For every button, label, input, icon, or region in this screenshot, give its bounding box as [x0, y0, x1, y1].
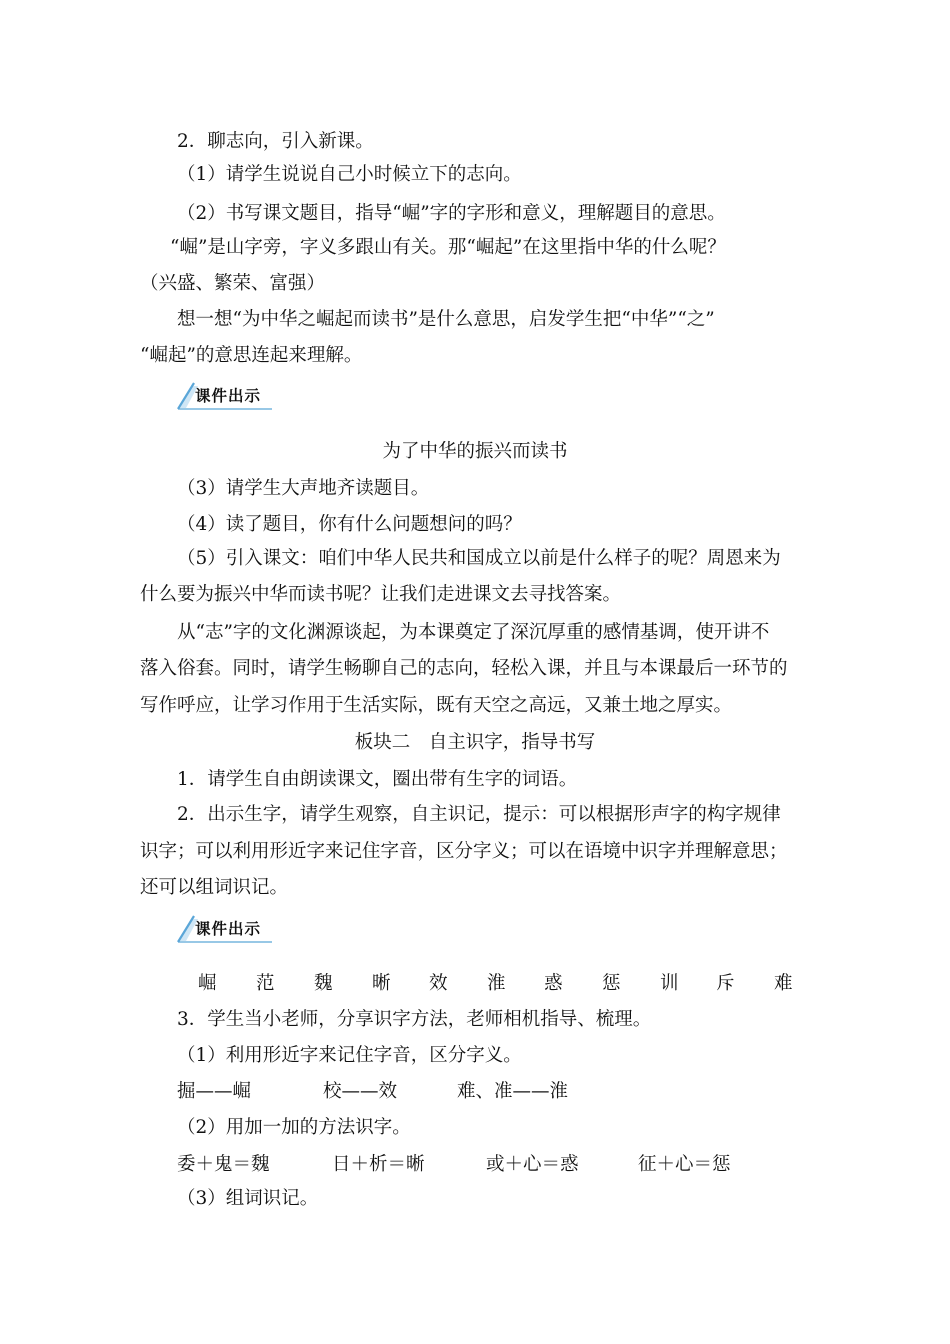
new-char: 晰 — [372, 973, 391, 994]
paragraph: 2．聊志向，引入新课。 — [177, 131, 374, 152]
paragraph: 从“志”字的文化渊源谈起，为本课奠定了深沉厚重的感情基调，使开讲不 — [177, 622, 770, 643]
courseware-badge — [176, 914, 286, 944]
new-char: 难 — [774, 973, 793, 994]
paragraph: （2）用加一加的方法识字。 — [177, 1117, 411, 1138]
badge-label: 课件出示 — [195, 920, 262, 938]
paragraph: 1．请学生自由朗读课文，圈出带有生字的词语。 — [177, 769, 578, 790]
new-char: 淮 — [487, 973, 506, 994]
new-char: 惑 — [544, 973, 563, 994]
new-char: 效 — [429, 973, 448, 994]
paragraph: “崛起”的意思连起来理解。 — [140, 345, 363, 366]
add-pair: 委＋鬼＝魏 — [177, 1154, 270, 1175]
new-char: 魏 — [314, 973, 333, 994]
add-pair: 征＋心＝惩 — [638, 1154, 731, 1175]
new-characters-row — [0, 972, 950, 998]
paragraph: “崛”是山字旁，字义多跟山有关。那“崛起”在这里指中华的什么呢？ — [170, 237, 726, 258]
section-heading: 板块二 自主识字，指导书写 — [354, 732, 596, 753]
paragraph: （5）引入课文：咱们中华人民共和国成立以前是什么样子的呢？周恩来为 — [177, 548, 781, 569]
paragraph: 写作呼应，让学习作用于生活实际，既有天空之高远，又兼土地之厚实。 — [140, 695, 733, 716]
new-char: 范 — [256, 973, 275, 994]
paragraph: （3）组词识记。 — [177, 1188, 319, 1209]
paragraph: 识字；可以利用形近字来记住字音，区分字义；可以在语境中识字并理解意思； — [140, 841, 788, 862]
paragraph: （4）读了题目，你有什么问题想问的吗？ — [177, 514, 522, 535]
similar-pair: 校——效 — [323, 1081, 398, 1102]
courseware-badge — [176, 381, 286, 411]
paragraph: （2）书写课文题目，指导“崛”字的字形和意义，理解题目的意思。 — [177, 203, 726, 224]
new-char: 斥 — [716, 973, 735, 994]
slide-title: 为了中华的振兴而读书 — [382, 441, 568, 462]
new-char: 崛 — [198, 973, 217, 994]
paragraph: 什么要为振兴中华而读书呢？让我们走进课文去寻找答案。 — [140, 584, 622, 605]
paragraph: （1）利用形近字来记住字音，区分字义。 — [177, 1045, 522, 1066]
paragraph: 想一想“为中华之崛起而读书”是什么意思，启发学生把“中华”“之” — [177, 309, 715, 330]
paragraph: 还可以组词识记。 — [140, 877, 289, 898]
paragraph: （1）请学生说说自己小时候立下的志向。 — [177, 164, 522, 185]
paragraph: 落入俗套。同时，请学生畅聊自己的志向，轻松入课，并且与本课最后一环节的 — [140, 658, 788, 679]
new-char: 惩 — [602, 973, 621, 994]
paragraph: 3．学生当小老师，分享识字方法，老师相机指导、梳理。 — [177, 1009, 652, 1030]
paragraph: 2．出示生字，请学生观察，自主识记，提示：可以根据形声字的构字规律 — [177, 804, 781, 825]
add-pair: 或＋心＝惑 — [486, 1154, 579, 1175]
paragraph: （3）请学生大声地齐读题目。 — [177, 478, 430, 499]
similar-pair: 掘——崛 — [177, 1081, 252, 1102]
add-pair: 日＋析＝晰 — [332, 1154, 425, 1175]
badge-label: 课件出示 — [195, 387, 262, 405]
similar-pair: 难、准——淮 — [457, 1081, 569, 1102]
new-char: 训 — [660, 973, 679, 994]
paragraph: （兴盛、繁荣、富强） — [140, 273, 326, 294]
